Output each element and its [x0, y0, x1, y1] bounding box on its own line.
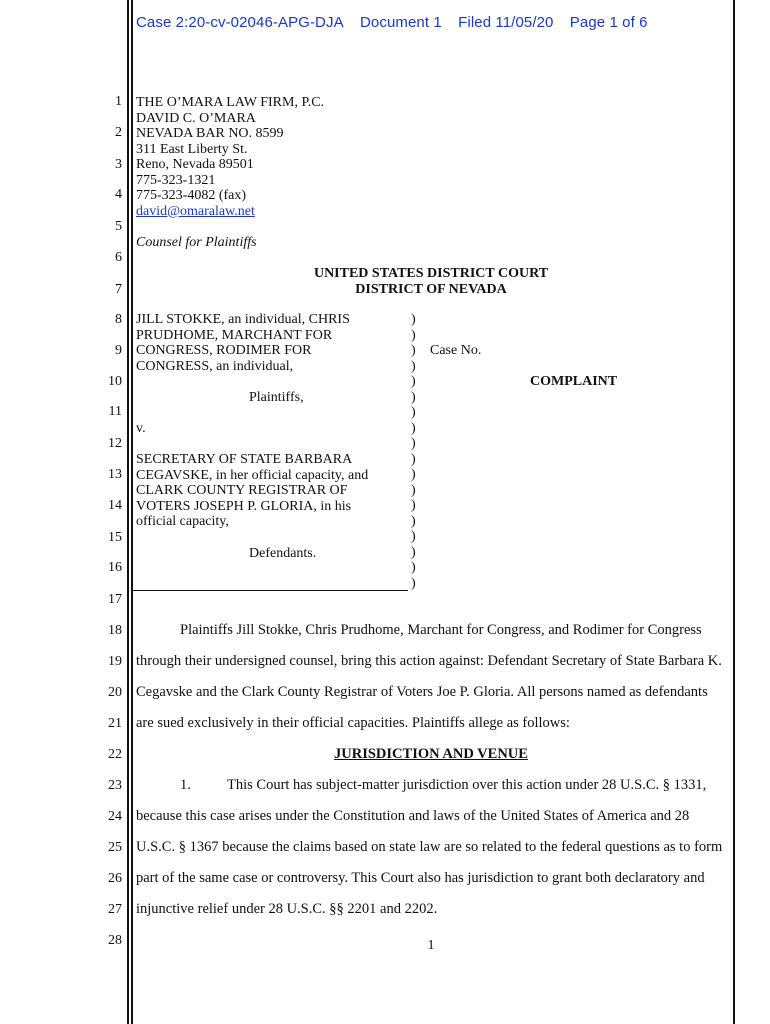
- court-name: UNITED STATES DISTRICT COURT: [313, 266, 549, 281]
- page-indicator: Page 1 of 6: [569, 14, 648, 31]
- plaintiffs-names: [136, 312, 350, 374]
- intro-line: Cegavske and the Clark County Registrar of Voters Joe P. Gloria. All persons named as defendants: [136, 684, 708, 700]
- court-district: DISTRICT OF NEVADA: [355, 282, 507, 297]
- street-address: 311 East Liberty St.: [136, 141, 248, 157]
- line-number: 27: [108, 902, 122, 917]
- paragraph-line: U.S.C. § 1367 because the claims based on state law are so related to the federal questions as to form: [136, 839, 723, 855]
- email-link[interactable]: david@omaralaw.net: [136, 203, 255, 219]
- plaintiffs-label: Plaintiffs,: [249, 390, 304, 405]
- party-line: JILL STOKKE, an individual, CHRIS: [136, 312, 350, 327]
- attorney-block: [136, 95, 324, 219]
- defendants-label: Defendants.: [249, 546, 317, 561]
- line-number: 17: [108, 592, 122, 607]
- line-number: 20: [108, 685, 122, 700]
- intro-line: through their undersigned counsel, bring this action against: Defendant Secretary of State Barbara K.: [136, 653, 722, 669]
- line-number: 1: [115, 94, 122, 109]
- line-number: 9: [115, 343, 122, 358]
- line-number: 25: [108, 840, 122, 855]
- filing-header: [136, 14, 660, 31]
- paragraph-number: 1.: [180, 777, 191, 793]
- fax-number: 775-323-4082 (fax): [136, 188, 247, 203]
- document-title: COMPLAINT: [530, 374, 618, 389]
- section-heading: JURISDICTION AND VENUE: [334, 746, 528, 762]
- paragraph-line: because this case arises under the Constitution and laws of the United States of America and 28: [136, 808, 690, 824]
- party-line: CLARK COUNTY REGISTRAR OF: [136, 483, 348, 498]
- filed-date: Filed 11/05/20: [458, 14, 554, 31]
- line-number: 21: [108, 716, 122, 731]
- left-margin-rule: [127, 0, 129, 1024]
- document-number: Document 1: [359, 14, 442, 31]
- intro-line: Plaintiffs Jill Stokke, Chris Prudhome, Marchant for Congress, and Rodimer for Congress: [180, 622, 702, 638]
- caption-parentheses: ) ) ) ) ) ) ) ) ) ) ) ) ) ) ) ) ) ): [411, 312, 416, 591]
- line-number: 6: [115, 250, 122, 265]
- line-number: 24: [108, 809, 122, 824]
- line-number: 28: [108, 933, 122, 948]
- right-margin-rule: [733, 0, 735, 1024]
- line-number: 8: [115, 312, 122, 327]
- line-number: 15: [108, 530, 122, 545]
- counsel-for-plaintiffs: Counsel for Plaintiffs: [136, 235, 257, 250]
- line-number: 13: [108, 467, 122, 482]
- party-line: official capacity,: [136, 514, 229, 529]
- city-state-zip: Reno, Nevada 89501: [136, 157, 254, 172]
- attorney-name: DAVID C. O’MARA: [136, 110, 256, 126]
- line-number: 18: [108, 623, 122, 638]
- line-number: 4: [115, 187, 122, 202]
- line-number: 12: [108, 436, 122, 451]
- party-line: CEGAVSKE, in her official capacity, and: [136, 467, 369, 483]
- party-line: PRUDHOME, MARCHANT FOR: [136, 327, 333, 343]
- case-no-label: Case No.: [430, 343, 482, 358]
- party-line: VOTERS JOSEPH P. GLORIA, in his: [136, 498, 352, 514]
- paragraph-line: This Court has subject-matter jurisdiction over this action under 28 U.S.C. § 1331,: [227, 777, 707, 793]
- line-number: 14: [108, 498, 122, 513]
- line-number: 26: [108, 871, 122, 886]
- line-number: 22: [108, 747, 122, 762]
- line-number: 16: [108, 560, 122, 575]
- page-number: 1: [427, 938, 435, 953]
- caption-underline: [132, 590, 408, 591]
- party-line: CONGRESS, RODIMER FOR: [136, 343, 312, 358]
- versus: v.: [136, 421, 146, 436]
- bar-number: NEVADA BAR NO. 8599: [136, 126, 284, 141]
- line-number: 23: [108, 778, 122, 793]
- party-line: SECRETARY OF STATE BARBARA: [136, 452, 353, 467]
- left-margin-rule-inner: [131, 0, 133, 1024]
- line-number: 2: [115, 125, 122, 140]
- case-number: Case 2:20-cv-02046-APG-DJA: [136, 14, 344, 31]
- line-number: 10: [108, 374, 122, 389]
- line-number: 3: [115, 157, 122, 172]
- line-number: 5: [115, 219, 122, 234]
- paragraph-line: injunctive relief under 28 U.S.C. §§ 2201 and 2202.: [136, 901, 438, 917]
- line-number: 7: [115, 282, 122, 297]
- line-number: 19: [108, 654, 122, 669]
- intro-line: are sued exclusively in their official capacities. Plaintiffs allege as follows:: [136, 715, 570, 731]
- party-line: CONGRESS, an individual,: [136, 358, 294, 374]
- firm-name: THE O’MARA LAW FIRM, P.C.: [136, 95, 325, 110]
- defendants-names: [136, 452, 368, 530]
- paragraph-line: part of the same case or controversy. This Court also has jurisdiction to grant both declaratory and: [136, 870, 705, 886]
- line-number: 11: [108, 404, 122, 419]
- phone-number: 775-323-1321: [136, 172, 216, 188]
